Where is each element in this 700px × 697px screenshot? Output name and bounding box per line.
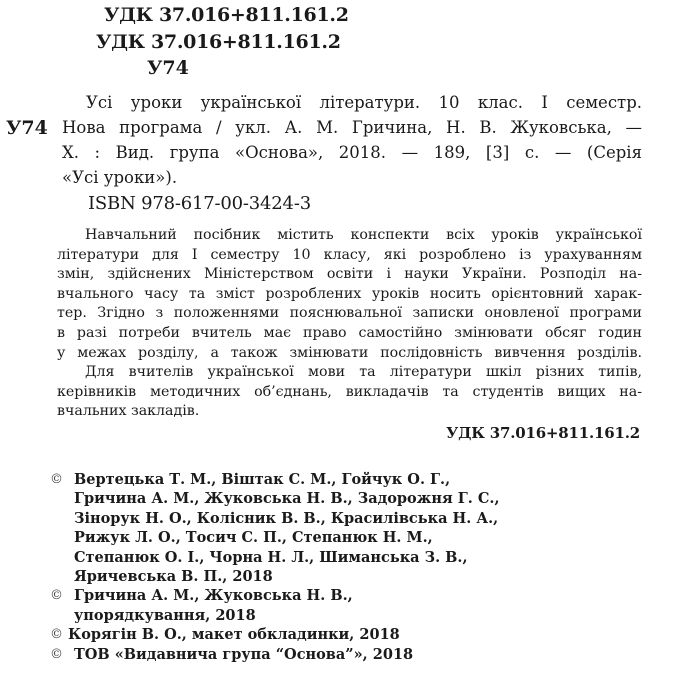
copyright-notices: [50, 470, 500, 664]
copyright-line: Вертецька Т. М., Віштак С. М., Гойчук О. Г.,: [74, 471, 451, 488]
annotation-line: Навчальний посібник містить конспекти всіх уроків української: [85, 227, 642, 243]
annotation-line: Для вчителів української мови та літератури шкіл різних типів,: [85, 364, 642, 381]
copyright-line: Степанюк О. І., Чорна Н. Л., Шиманська З. В.,: [74, 548, 468, 566]
copyright-icon: ©: [50, 627, 63, 643]
copyright-icon: ©: [50, 588, 63, 604]
bibliographic-record: [62, 90, 642, 190]
copyright-line: Гричина А. М., Жуковська Н. В., Задорожня Г. С.,: [74, 490, 500, 508]
copyright-icon: ©: [50, 472, 63, 487]
copyright-line: упорядкування, 2018: [74, 606, 256, 624]
isbn: ISBN 978-617-00-3424-3: [88, 193, 311, 214]
copyright-entry-compilers: [50, 586, 500, 625]
author-sign-top: У74: [147, 57, 189, 79]
copyright-entry-authors: [50, 470, 500, 586]
biblio-line: Нова програма / укл. А. М. Гричина, Н. В. Жуковська, —: [62, 118, 642, 137]
copyright-entry-cover: [50, 625, 500, 644]
copyright-icon: ©: [50, 646, 63, 662]
annotation-line: вчального часу та зміст розроблених уроків носить орієнтовний харак-: [57, 285, 642, 302]
copyright-line: ТОВ «Видавнича група “Основа”», 2018: [74, 645, 414, 663]
copyright-line: Корягін В. О., макет обкладинки, 2018: [68, 626, 400, 644]
biblio-line: Х. : Вид. група «Основа», 2018. — 189, [3] с. — (Серія: [62, 143, 642, 162]
copyright-entry-publisher: [50, 645, 500, 664]
copyright-line: Гричина А. М., Жуковська Н. В.,: [74, 587, 353, 605]
biblio-line: «Усі уроки»).: [62, 168, 178, 187]
udk-code-footer: УДК 37.016+811.161.2: [446, 424, 640, 442]
annotation-line: керівників методичних об’єднань, викладачів та студентів вищих на-: [57, 383, 642, 400]
copyright-line: Зінорук Н. О., Колісник В. В., Красилівська Н. А.,: [74, 509, 499, 527]
udk-code-secondary: УДК 37.016+811.161.2: [96, 31, 341, 53]
annotation: [57, 226, 642, 422]
udk-code-primary: УДК 37.016+811.161.2: [104, 4, 349, 26]
annotation-line: змін, здійснених Міністерством освіти і науки України. Розподіл на-: [57, 266, 642, 283]
annotation-line: тер. Згідно з положеннями пояснювальної записки оновленої програми: [57, 305, 642, 322]
annotation-line: літератури для І семестру 10 класу, які розроблено із урахуванням: [57, 246, 642, 263]
biblio-line: Усі уроки української літератури. 10 клас. І семестр.: [86, 93, 642, 112]
author-sign-side: У74: [6, 117, 48, 139]
annotation-line: у межах розділу, а також змінювати послідовність вивчення розділів.: [57, 344, 642, 361]
copyright-line: Яричевська В. П., 2018: [74, 568, 273, 586]
annotation-line: вчальних закладів.: [57, 403, 200, 420]
annotation-line: в разі потреби вчитель має право самостійно змінювати обсяг годин: [57, 324, 642, 341]
copyright-line: Рижук Л. О., Тосич С. П., Степанюк Н. М.,: [74, 529, 433, 547]
